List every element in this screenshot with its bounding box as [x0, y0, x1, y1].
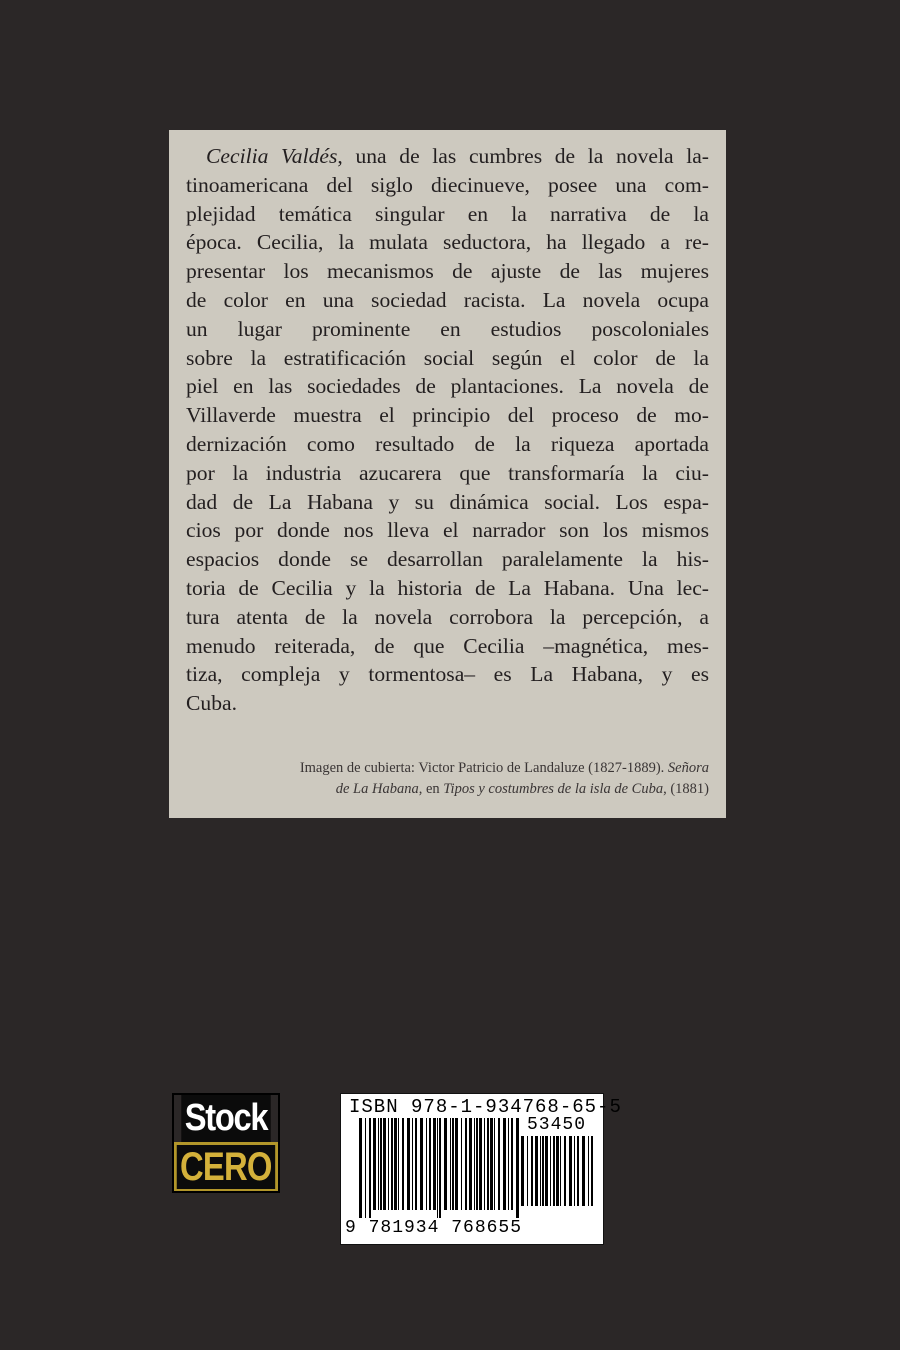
blurb-line — [186, 488, 709, 517]
barcode-bar — [574, 1136, 575, 1206]
addon-barcode-bars — [521, 1136, 595, 1214]
blurb-text-run: piel en las sociedades de plantaciones. La novela de — [186, 374, 709, 399]
barcode-bar — [388, 1118, 389, 1210]
barcode-bar — [535, 1136, 538, 1206]
blurb-text-run: Cuba. — [186, 691, 237, 716]
blurb-text-run: menudo reiterada, de que Cecilia –magnética, mes- — [186, 633, 709, 658]
blurb-line — [186, 689, 709, 718]
back-cover-blurb-panel — [169, 130, 726, 818]
credit-artwork-title: Señora — [667, 760, 709, 776]
blurb-line — [186, 200, 709, 229]
blurb-line — [186, 142, 709, 171]
blurb-line — [186, 603, 709, 632]
barcode-bar — [560, 1136, 561, 1206]
blurb-text-run: plejidad temática singular en la narrativa de la — [186, 201, 709, 226]
blurb-text-run: dad de La Habana y su dinámica social. Los espa- — [186, 489, 709, 514]
blurb-line — [186, 516, 709, 545]
barcode-bar — [394, 1118, 397, 1210]
barcode-bar — [564, 1136, 566, 1206]
barcode-bar — [450, 1118, 451, 1210]
barcode-bar — [527, 1136, 528, 1206]
blurb-line — [186, 574, 709, 603]
credit-source-title: Tipos y costumbres de la isla de Cuba — [443, 781, 664, 797]
blurb-line — [186, 632, 709, 661]
barcode-bar — [380, 1118, 382, 1210]
blurb-line — [186, 372, 709, 401]
barcode-bar — [577, 1136, 579, 1206]
isbn-barcode — [340, 1093, 622, 1245]
barcode-bar — [433, 1118, 436, 1210]
barcode-bar — [407, 1118, 410, 1210]
barcode-bar — [545, 1136, 548, 1206]
blurb-line — [186, 228, 709, 257]
barcode-bar — [359, 1118, 362, 1218]
blurb-line — [186, 401, 709, 430]
barcode-bar — [521, 1136, 524, 1206]
blurb-line — [186, 315, 709, 344]
blurb-line — [186, 257, 709, 286]
book-title: Cecilia Valdés — [206, 144, 338, 168]
blurb-line — [186, 660, 709, 689]
barcode-bar — [487, 1118, 489, 1210]
credit-plain-text: Imagen de cubierta: Victor Patricio de Landaluze (1827-1889). — [299, 760, 668, 776]
barcode-bar — [369, 1118, 371, 1218]
ean-digits: 9 781934 768655 — [345, 1218, 523, 1238]
barcode-bar — [556, 1136, 559, 1206]
barcode-bar — [469, 1118, 472, 1210]
blurb-text-run: Villaverde muestra el principio del proceso de mo- — [186, 403, 709, 428]
blurb-line — [186, 171, 709, 200]
blurb-text-run: tinoamericana del siglo diecinueve, posee una com- — [186, 172, 709, 197]
barcode-bar — [540, 1136, 541, 1206]
barcode-bar — [531, 1136, 533, 1206]
blurb-text-run: sobre la estratificación social según el color de la — [186, 345, 709, 370]
barcode-bar — [373, 1118, 376, 1210]
credit-line-2 — [169, 779, 709, 800]
barcode-bar — [398, 1118, 399, 1210]
barcode-bar — [516, 1118, 519, 1218]
credit-year: , (1881) — [663, 781, 709, 797]
barcode-bar — [569, 1136, 572, 1206]
barcode-bar — [426, 1118, 427, 1210]
blurb-text-run: , una de las cumbres de la novela la- — [337, 144, 709, 168]
blurb-line — [186, 344, 709, 373]
blurb-text-run: cios por donde nos lleva el narrador son los mismos — [186, 518, 709, 543]
blurb-text-run: de color en una sociedad racista. La novela ocupa — [186, 287, 709, 312]
blurb-text-run: presentar los mecanismos de ajuste de las mujeres — [186, 259, 709, 284]
blurb-text — [186, 142, 709, 718]
credit-plain-text: , en — [418, 781, 444, 797]
barcode-bar — [508, 1118, 509, 1210]
barcode-bar — [542, 1136, 544, 1206]
price-code: 53450 — [527, 1115, 587, 1135]
barcode-bar — [378, 1118, 379, 1210]
barcode-bar — [391, 1118, 393, 1210]
barcode-bar — [420, 1118, 423, 1210]
barcode-bar — [437, 1118, 438, 1218]
credit-line-1 — [169, 758, 709, 779]
blurb-text-run: un lugar prominente en estudios poscoloniales — [186, 316, 709, 341]
barcode-bar — [550, 1136, 551, 1206]
barcode-bar — [402, 1118, 404, 1210]
barcode-bar — [490, 1118, 493, 1210]
cover-image-credit — [169, 758, 709, 800]
blurb-line — [186, 459, 709, 488]
barcode-bar — [444, 1118, 447, 1210]
isbn-number: ISBN 978-1-934768-65-5 — [349, 1096, 622, 1118]
credit-artwork-title-cont: de La Habana — [335, 781, 419, 797]
barcode-bar — [511, 1118, 513, 1210]
logo-cero-text: CERO — [177, 1145, 275, 1189]
barcode-bar — [429, 1118, 431, 1210]
barcode-bar — [465, 1118, 467, 1210]
blurb-text-run: espacios donde se desarrollan paralelamente la his- — [186, 547, 709, 572]
blurb-text-run: toria de Cecilia y la historia de La Habana. Una lec- — [186, 575, 709, 600]
ean-barcode-bars — [359, 1118, 521, 1218]
barcode-bar — [484, 1118, 485, 1210]
barcode-bar — [412, 1118, 413, 1210]
logo-stock-text: Stock — [181, 1095, 270, 1142]
barcode-bar — [415, 1118, 417, 1210]
barcode-bar — [365, 1118, 366, 1218]
barcode-bar — [439, 1118, 441, 1218]
blurb-line — [186, 430, 709, 459]
barcode-bar — [494, 1118, 495, 1210]
blurb-text-run: por la industria azucarera que transformaría la ciu- — [186, 460, 709, 485]
barcode-bar — [476, 1118, 478, 1210]
logo-cero-band — [174, 1142, 278, 1191]
blurb-text-run: tiza, compleja y tormentosa– es La Habana, y es — [186, 662, 709, 687]
barcode-bar — [461, 1118, 462, 1210]
blurb-line — [186, 545, 709, 574]
blurb-text-run: época. Cecilia, la mulata seductora, ha llegado a re- — [186, 230, 709, 255]
stockcero-logo — [172, 1093, 280, 1193]
barcode-bar — [474, 1118, 475, 1210]
blurb-text-run: dernización como resultado de la riqueza aportada — [186, 431, 709, 456]
barcode-bar — [588, 1136, 589, 1206]
blurb-line — [186, 286, 709, 315]
barcode-bar — [452, 1118, 454, 1210]
barcode-bar — [479, 1118, 482, 1210]
barcode-bar — [503, 1118, 506, 1210]
barcode-bar — [582, 1136, 585, 1206]
barcode-bar — [553, 1136, 555, 1206]
blurb-text-run: tura atenta de la novela corrobora la percepción, a — [186, 604, 709, 629]
barcode-bar — [455, 1118, 458, 1210]
barcode-bar — [383, 1118, 386, 1210]
barcode-bar — [591, 1136, 593, 1206]
barcode-bar — [498, 1118, 500, 1210]
